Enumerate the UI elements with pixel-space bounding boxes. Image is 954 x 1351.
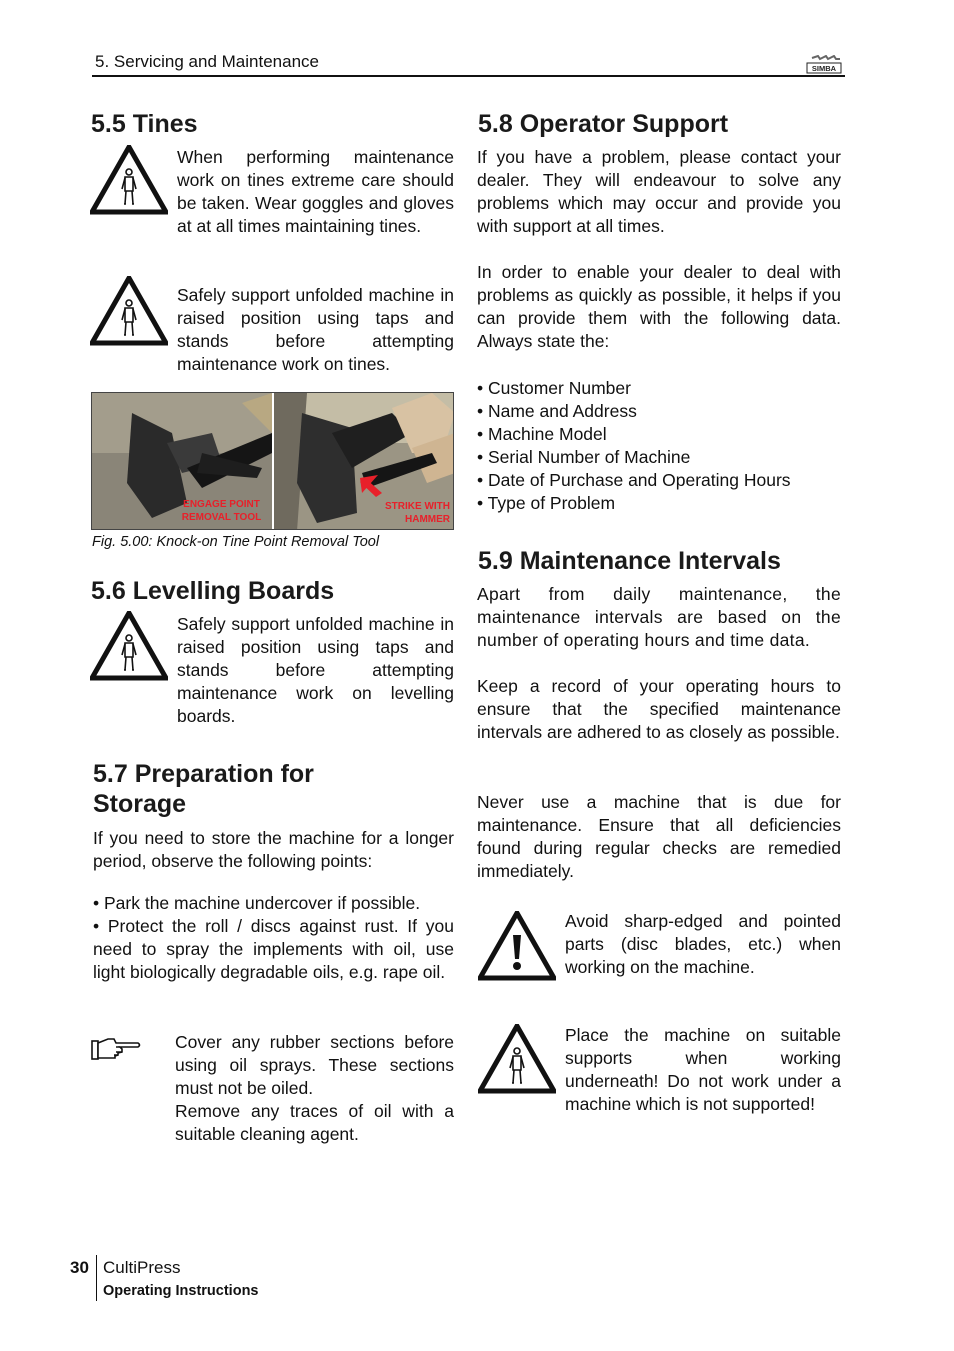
- section-title-storage-line1: 5.7 Preparation for: [93, 760, 314, 788]
- footer-product-name: CultiPress: [103, 1258, 181, 1277]
- storage-note-1: Cover any rubber sections before using oil sprays. These sections must not be oiled.: [175, 1032, 454, 1098]
- storage-bullet-1: • Park the machine undercover if possible.: [93, 893, 421, 913]
- section-title-operator-support: 5.8 Operator Support: [478, 110, 729, 138]
- warning-person-icon: [90, 276, 168, 346]
- running-header: 5. Servicing and Maintenance: [95, 52, 319, 71]
- section-title-tines: 5.5 Tines: [91, 110, 198, 138]
- warning-person-icon: [90, 611, 168, 681]
- list-item: • Machine Model: [477, 424, 607, 444]
- storage-intro: If you need to store the machine for a longer period, observe the following points:: [93, 828, 454, 871]
- support-data-list: [477, 377, 841, 515]
- svg-text:SIMBA: SIMBA: [811, 64, 837, 73]
- intervals-warning-sharp: Avoid sharp-edged and pointed parts (disc blades, etc.) when working on the machine.: [565, 911, 841, 977]
- list-item: • Customer Number: [477, 378, 631, 398]
- simba-logo: [806, 55, 842, 74]
- page-number: 30: [70, 1258, 89, 1277]
- support-para-1: If you have a problem, please contact your dealer. They will endeavour to solve any problems which may occur and provide you with support at all times.: [477, 147, 841, 236]
- intervals-para-1: Apart from daily maintenance, the maintenance intervals are based on the number of operating hours and time data.: [477, 584, 841, 650]
- support-para-2: In order to enable your dealer to deal with problems as quickly as possible, it helps if you can provide them with the following data. Always state the:: [477, 262, 841, 351]
- storage-note-2: Remove any traces of oil with a suitable cleaning agent.: [175, 1101, 454, 1144]
- levelling-warning-text: Safely support unfolded machine in raised position using taps and stands before attempting maintenance work on levelling boards.: [177, 614, 454, 726]
- warning-exclamation-icon: [478, 911, 556, 981]
- intervals-para-3: Never use a machine that is due for maintenance. Ensure that all deficiencies found during regular checks are remedied immediately.: [477, 792, 841, 881]
- pointing-hand-icon: [90, 1035, 142, 1061]
- tines-warning-text-1: When performing maintenance work on tines extreme care should be taken. Wear goggles and gloves at at all times maintaining tines.: [177, 147, 454, 236]
- footer-divider: [96, 1255, 97, 1301]
- warning-person-icon: [478, 1024, 556, 1094]
- figure-caption: Fig. 5.00: Knock-on Tine Point Removal Tool: [92, 534, 380, 550]
- list-item: • Serial Number of Machine: [477, 447, 691, 467]
- list-item: • Date of Purchase and Operating Hours: [477, 470, 791, 490]
- warning-person-icon: [90, 145, 168, 215]
- tine-removal-photo: [91, 392, 454, 530]
- section-title-storage-line2: Storage: [93, 790, 187, 818]
- section-title-levelling-boards: 5.6 Levelling Boards: [91, 577, 335, 605]
- list-item: • Name and Address: [477, 401, 637, 421]
- intervals-para-2: Keep a record of your operating hours to ensure that the specified maintenance intervals are adhered to as closely as possible.: [477, 676, 841, 742]
- intervals-warning-supports: Place the machine on suitable supports when working underneath! Do not work under a machine which is not supported!: [565, 1025, 841, 1114]
- storage-bullet-2: • Protect the roll / discs against rust. If you need to spray the implements with oil, use light biologically degradable oils, e.g. rape oil.: [93, 916, 454, 982]
- photo-label-strike: STRIKE WITH HAMMER: [385, 501, 450, 525]
- footer-subtitle: Operating Instructions: [103, 1283, 259, 1299]
- header-rule: [92, 75, 845, 77]
- list-item: • Type of Problem: [477, 493, 616, 513]
- photo-label-engage: ENGAGE POINT REMOVAL TOOL: [181, 499, 262, 523]
- tines-warning-text-2: Safely support unfolded machine in raised position using taps and stands before attempting maintenance work on tines.: [177, 285, 454, 374]
- section-title-maintenance-intervals: 5.9 Maintenance Intervals: [478, 547, 781, 575]
